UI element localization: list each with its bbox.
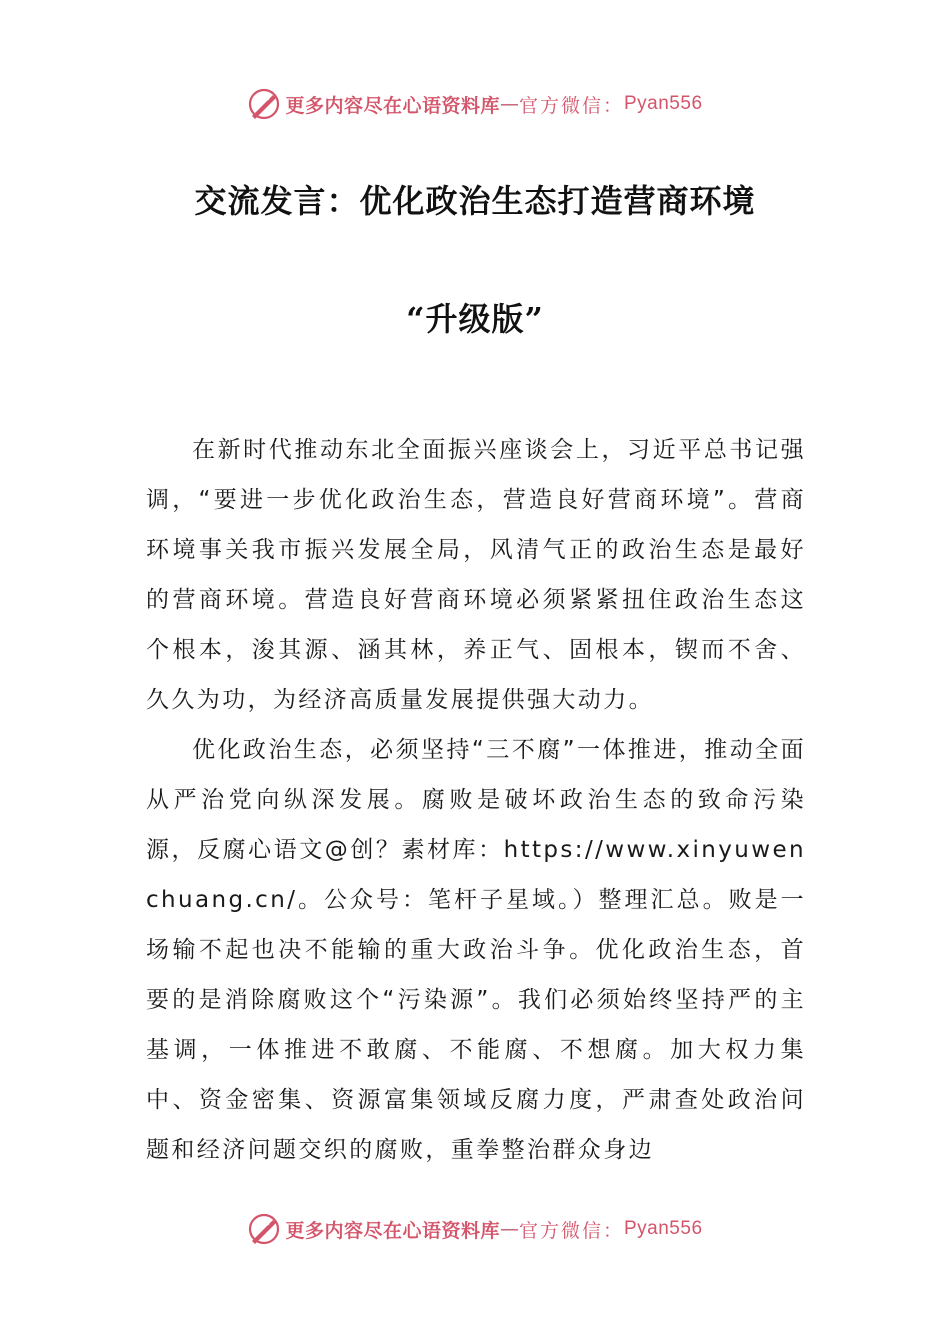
pen-logo-icon (247, 87, 281, 121)
document-subtitle: “升级版” (406, 300, 544, 338)
body-paragraph: 在新时代推动东北全面振兴座谈会上，习近平总书记强调，“要进一步优化政治生态，营造良好营商环境”。营商环境事关我市振兴发展全局，风清气正的政治生态是最好的营商环境。营造良好营商环境必须紧紧扭住政治生态这个根本，浚其源、涵其林，养正气、固根本，锲而不舍、久久为功，为经济高质量发展提供强大动力。 (146, 437, 806, 713)
watermark-wechat-id: Pyan556 (624, 93, 703, 114)
watermark-wechat-label: 官方微信： (518, 1219, 624, 1242)
document-title: 交流发言：优化政治生态打造营商环境 (194, 182, 756, 220)
watermark-brand: 更多内容尽在心语资料库 (285, 94, 500, 117)
pen-logo-icon (247, 1212, 281, 1246)
watermark-wechat-label: 官方微信： (518, 94, 624, 117)
watermark-wechat-id: Pyan556 (624, 1218, 703, 1239)
body-paragraph: 优化政治生态，必须坚持“三不腐”一体推进，推动全面从严治党向纵深发展。腐败是破坏政治生态的致命污染源，反腐心语文@创？素材库：https://www.xinyuwenchuang.cn/。公众号：笔杆子星域。）整理汇总。败是一场输不起也决不能输的重大政治斗争。优化政治生态，首要的是消除腐败这个“污染源”。我们必须始终坚持严的主基调，一体推进不敢腐、不能腐、不想腐。加大权力集中、资金密集、资源富集领域反腐力度，严肃查处政治问题和经济问题交织的腐败，重拳整治群众身边 (146, 737, 806, 1163)
watermark-brand: 更多内容尽在心语资料库 (285, 1219, 500, 1242)
footer-watermark (0, 1209, 950, 1249)
watermark-separator: — (499, 93, 519, 115)
document-body (146, 425, 806, 1175)
header-watermark (0, 84, 950, 124)
watermark-separator: — (499, 1218, 519, 1240)
